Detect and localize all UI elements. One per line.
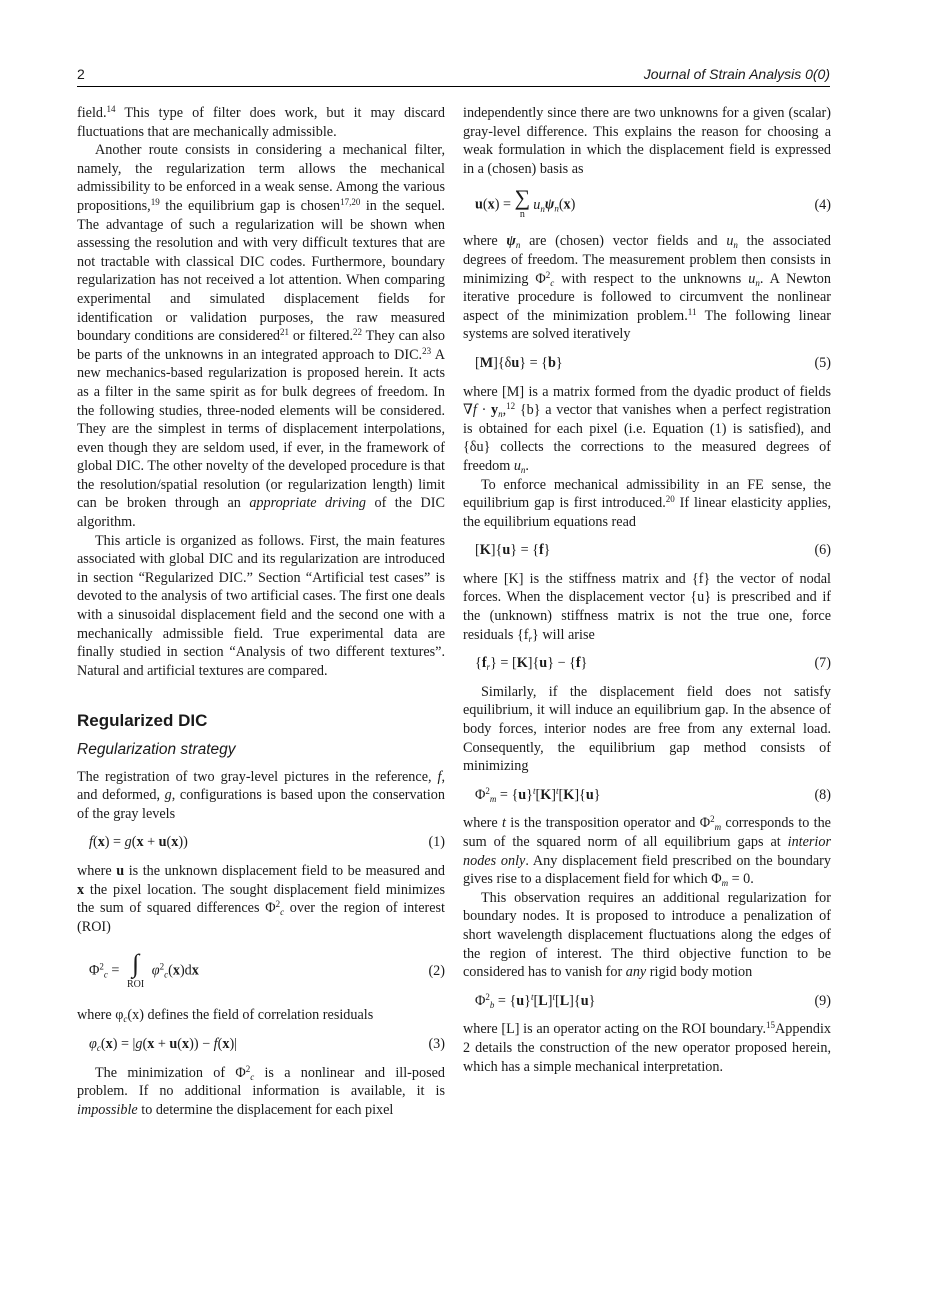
paragraph: where t is the transposition operator and $\Phi^2_m$ corresponds to the sum of the squared norm of all equilibrium gaps at interior nodes only. Any displacement field prescribed on the boundary gives rise to a displacement field for which $\Phi_m = 0$. — [463, 814, 831, 889]
paragraph: where $\psi_n$ are (chosen) vector fields and $u_n$ the associated degrees of freedom. The measurement problem then consists in minimizing $\Phi^2_c$ with respect to the unknowns $u_n$. A Newton iterative procedure is followed to circumvent the nonlinear aspect of the minimization problem.$^{11}$ The following linear systems are solved iteratively — [463, 233, 831, 343]
paragraph: The minimization of $\Phi^2_c$ is a nonlinear and ill-posed problem. If no additional information is available, it is impossible to determine the displacement for each pixel — [77, 1063, 445, 1118]
paragraph: This article is organized as follows. First, the main features associated with global DIC and its regularization are introduced in section “Regularized DIC.” Section “Artificial test cases” is devoted to the analysis of two artificial cases. The first one deals with a sinusoidal displacement field and the second one with a mechanically admissible field. True experimental data are finally studied in section “Analysis of two different textures”. Natural and artificial textures are compared. — [77, 532, 445, 679]
paragraph: This observation requires an additional regularization for boundary nodes. It is proposed to introduce a penalization of short wavelength displacement fluctuations along the edges of the region of interest. The third objective function to be considered has to vanish for any rigid body motion — [463, 889, 831, 981]
equation-1: f(x) = g(x + u(x)) (1) — [89, 834, 445, 851]
equation-9: $\Phi^2_b = \{u\}^t[L]^t[L]\{u\}$ (9) — [475, 991, 831, 1010]
page-header — [77, 56, 830, 87]
subsection-title: Regularization strategy — [77, 741, 236, 758]
paragraph: where $\varphi_c(x)$ defines the field of correlation residuals — [77, 1007, 374, 1025]
equation-8: $\Phi^2_m = \{u\}^t[K]^t[K]\{u\}$ (8) — [475, 785, 831, 804]
paragraph: where [K] is the stiffness matrix and {f} the vector of nodal forces. When the displacement vector {u} is prescribed and if the (unknown) stiffness matrix is not the true one, force residuals $\{f_r\}$ will arise — [463, 570, 831, 644]
section-title: Regularized DIC — [77, 711, 208, 731]
paragraph: where [L] is an operator acting on the ROI boundary.$^{15}$Appendix 2 details the construction of the new operator proposed herein, which has a simple mechanical interpretation. — [463, 1020, 831, 1075]
left-column — [77, 104, 445, 1119]
journal-name: Journal of Strain Analysis 0(0) — [643, 66, 830, 82]
equation-4: u(x) = ∑ n $u_n\psi_n(x)$ (4) — [475, 185, 831, 221]
equation-7: $\{f_r\} = [K]\{u\} - \{f\}$ (7) — [475, 655, 831, 673]
paragraph: The registration of two gray-level pictures in the reference, f, and deformed, g, configurations is based upon the conservation of the gray levels — [77, 768, 445, 822]
page-number: 2 — [77, 66, 85, 82]
paragraph: where [M] is a matrix formed from the dyadic product of fields $\nabla f \cdot y_n,^{12}$ {b} a vector that vanishes when a perfect registration is obtained for each pixel (i.e. Equation (1) is satisfied), and {δu} collects the corrections to the measured degrees of freedom $u_n$. — [463, 383, 832, 475]
equation-5: [M]{δu} = {b} (5) — [475, 354, 831, 371]
paragraph: Another route consists in considering a mechanical filter, namely, the regularization term allows the mechanical admissibility to be enforced in a weak sense. Among the various propositions,$^{19}$ the equilibrium gap is chosen$^{17,20}$ in the sequel. The advantage of such a regularization will be shown when assessing the resolution and with very difficult textures that are not tractable with classical DIC codes. Furthermore, boundary regularization has not received a lot attention. When comparing experimental and simulated displacement fields for identification or validation purposes, the raw measured boundary conditions are considered$^{21}$ or filtered.$^{22}$ They can also be parts of the unknowns in an integrated approach to DIC.$^{23}$ A new mechanics-based regularization is proposed herein. It acts as a filter in the same spirit as for bulk degrees of freedom. In the following studies, three-noded elements will be considered. They are the simplest in terms of displacement interpolations, even though they are seldom used, if ever, in the framework of global DIC. The other novelty of the developed procedure is that the resolution/spatial resolution (or regularization length) limit can be broken through an appropriate driving of the DIC algorithm. — [77, 142, 446, 531]
equation-3: $\varphi_c(x) = |g(x + u(x)) - f(x)|$ (3) — [89, 1035, 445, 1053]
equation-2: $\Phi^2_c$ = ∫ ROI $\varphi^2_c(x)dx$ (2) — [89, 949, 445, 991]
paragraph: To enforce mechanical admissibility in an FE sense, the equilibrium gap is first introduced.$^{20}$ If linear elasticity applies, the equilibrium equations read — [463, 476, 831, 530]
paragraph: independently since there are two unknowns for a given (scalar) gray-level difference. This explains the reason for choosing a weak formulation in which the displacement field is expressed in a (chosen) basis as — [463, 105, 831, 177]
paragraph: Similarly, if the displacement field does not satisfy equilibrium, it will induce an equilibrium gap. In the absence of body forces, interior nodes are free from any external load. Consequently, the equilibrium gap method consists of minimizing — [463, 683, 831, 775]
paragraph: where u is the unknown displacement field to be measured and x the pixel location. The sought displacement field minimizes the sum of squared differences $\Phi^2_c$ over the region of interest (ROI) — [77, 862, 445, 935]
paragraph: field.$^{14}$ This type of filter does work, but it may discard fluctuations that are mechanically admissible. — [77, 104, 445, 140]
right-column — [463, 104, 831, 1076]
equation-6: [K]{u} = {f} (6) — [475, 542, 831, 559]
